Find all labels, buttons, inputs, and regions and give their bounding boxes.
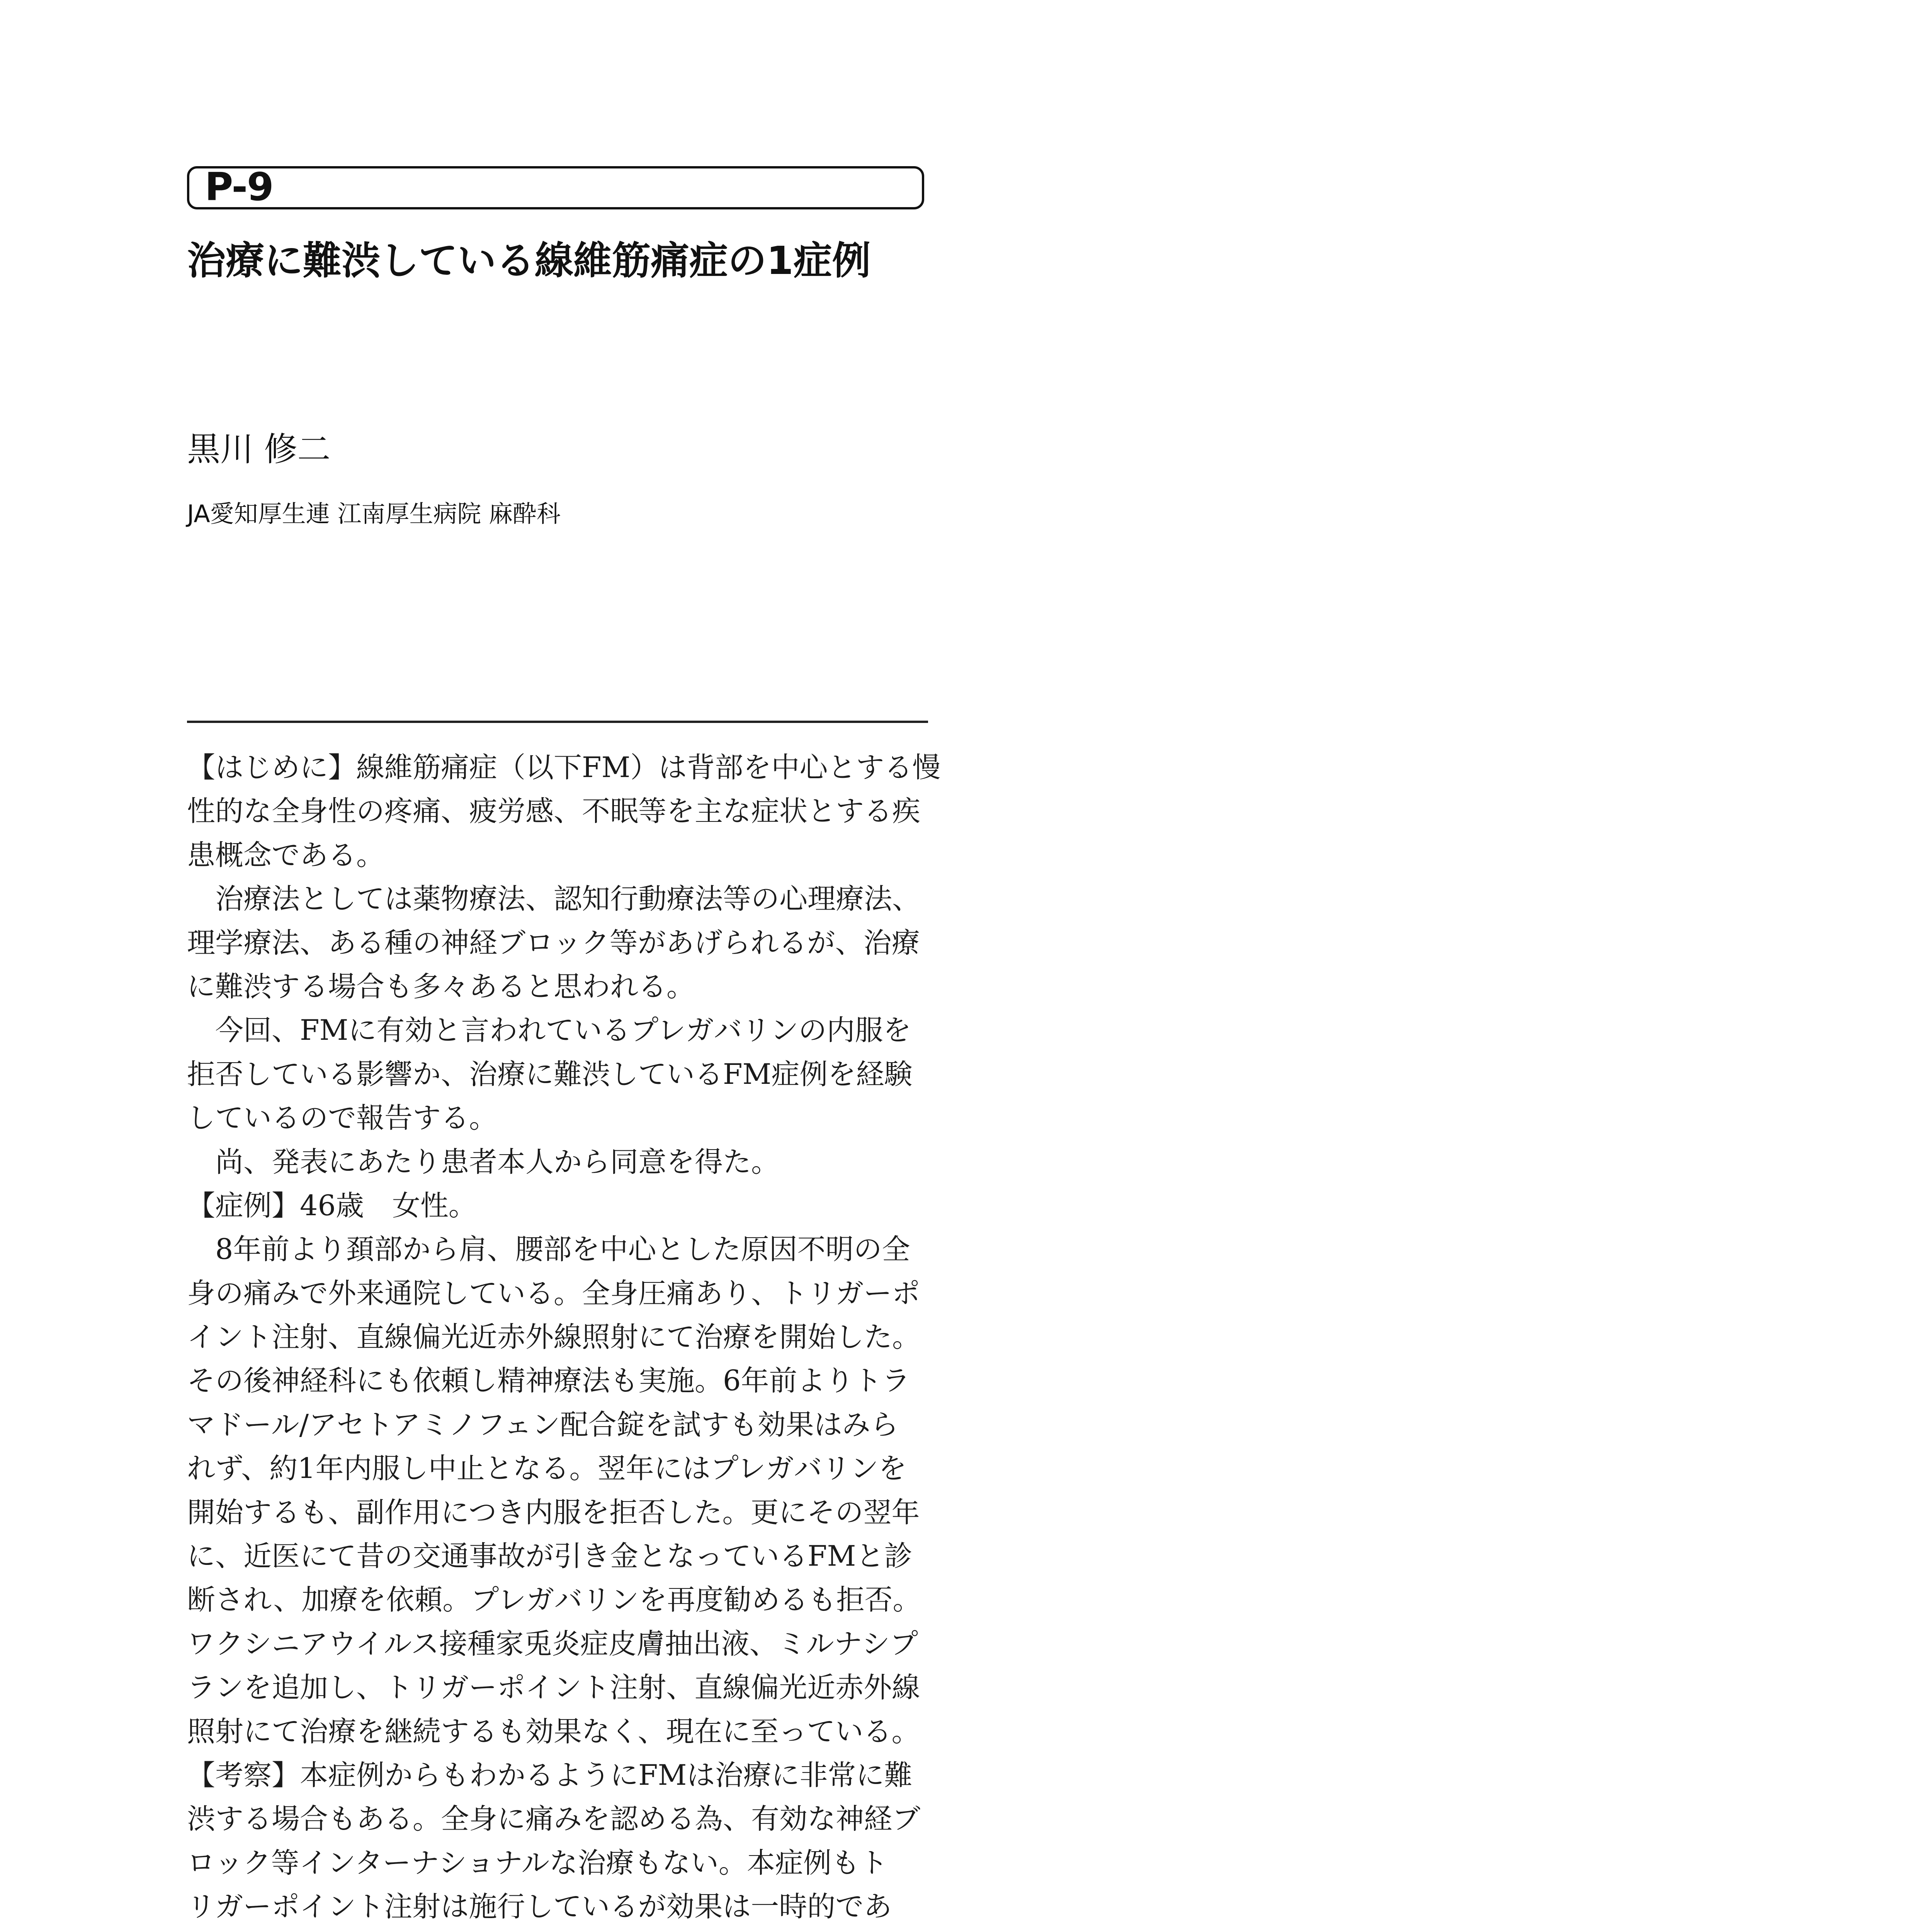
abstract-line: 拒否している影響か、治療に難渋しているFM症例を経験	[187, 1058, 913, 1091]
abstract-body	[187, 746, 941, 1932]
abstract-line: その後神経科にも依頼し精神療法も実施。6年前よりトラ	[187, 1364, 910, 1398]
abstract-line: 理学療法、ある種の神経ブロック等があげられるが、治療	[187, 926, 920, 959]
author-name: 黒川 修二	[187, 430, 331, 469]
abstract-line: イント注射、直線偏光近赤外線照射にて治療を開始した。	[187, 1321, 920, 1354]
abstract-line: に難渋する場合も多々あると思われる。	[187, 970, 695, 1003]
abstract-line: 【症例】46歳 女性。	[187, 1189, 477, 1222]
abstract-line: 性的な全身性の疼痛、疲労感、不眠等を主な症状とする疾	[187, 795, 920, 828]
abstract-line: 今回、FMに有効と言われているプレガバリンの内服を	[187, 1014, 911, 1047]
abstract-line: 渋する場合もある。全身に痛みを認める為、有効な神経ブ	[187, 1803, 920, 1836]
abstract-line: 尚、発表にあたり患者本人から同意を得た。	[187, 1145, 779, 1179]
paper-title: 治療に難渋している線維筋痛症の1症例	[187, 238, 871, 283]
section-label: P-9	[205, 164, 273, 209]
abstract-line: リガーポイント注射は施行しているが効果は一時的であ	[187, 1890, 892, 1923]
abstract-line: 断され、加療を依頼。プレガバリンを再度勧めるも拒否。	[187, 1583, 921, 1617]
header-divider	[187, 721, 928, 723]
abstract-line: 開始するも、副作用につき内服を拒否した。更にその翌年	[187, 1496, 920, 1529]
abstract-line: 【考察】本症例からもわかるようにFMは治療に非常に難	[187, 1759, 913, 1792]
abstract-line: 治療法としては薬物療法、認知行動療法等の心理療法、	[187, 883, 920, 916]
abstract-line: れず、約1年内服し中止となる。翌年にはプレガバリンを	[187, 1452, 907, 1485]
abstract-line: 照射にて治療を継続するも効果なく、現在に至っている。	[187, 1715, 920, 1748]
abstract-line: ロック等インターナショナルな治療もない。本症例もト	[187, 1846, 888, 1879]
abstract-line: 8年前より頚部から肩、腰部を中心とした原因不明の全	[187, 1233, 910, 1266]
abstract-line: しているので報告する。	[187, 1102, 497, 1135]
section-label-frame	[187, 166, 924, 209]
abstract-line: に、近医にて昔の交通事故が引き金となっているFMと診	[187, 1540, 913, 1573]
abstract-line: 【はじめに】線維筋痛症（以下FM）は背部を中心とする慢	[187, 751, 941, 784]
abstract-line	[187, 1929, 929, 1932]
abstract-line: ワクシニアウイルス接種家兎炎症皮膚抽出液、ミルナシプ	[187, 1627, 918, 1660]
author-affiliation: JA愛知厚生連 江南厚生病院 麻酔科	[187, 500, 561, 528]
abstract-line: マドール/アセトアミノフェン配合錠を試すも効果はみら	[187, 1408, 899, 1441]
abstract-line: ランを追加し、トリガーポイント注射、直線偏光近赤外線	[187, 1671, 920, 1704]
abstract-line: 身の痛みで外来通院している。全身圧痛あり、トリガーポ	[187, 1277, 920, 1310]
abstract-line: 患概念である。	[187, 838, 384, 872]
